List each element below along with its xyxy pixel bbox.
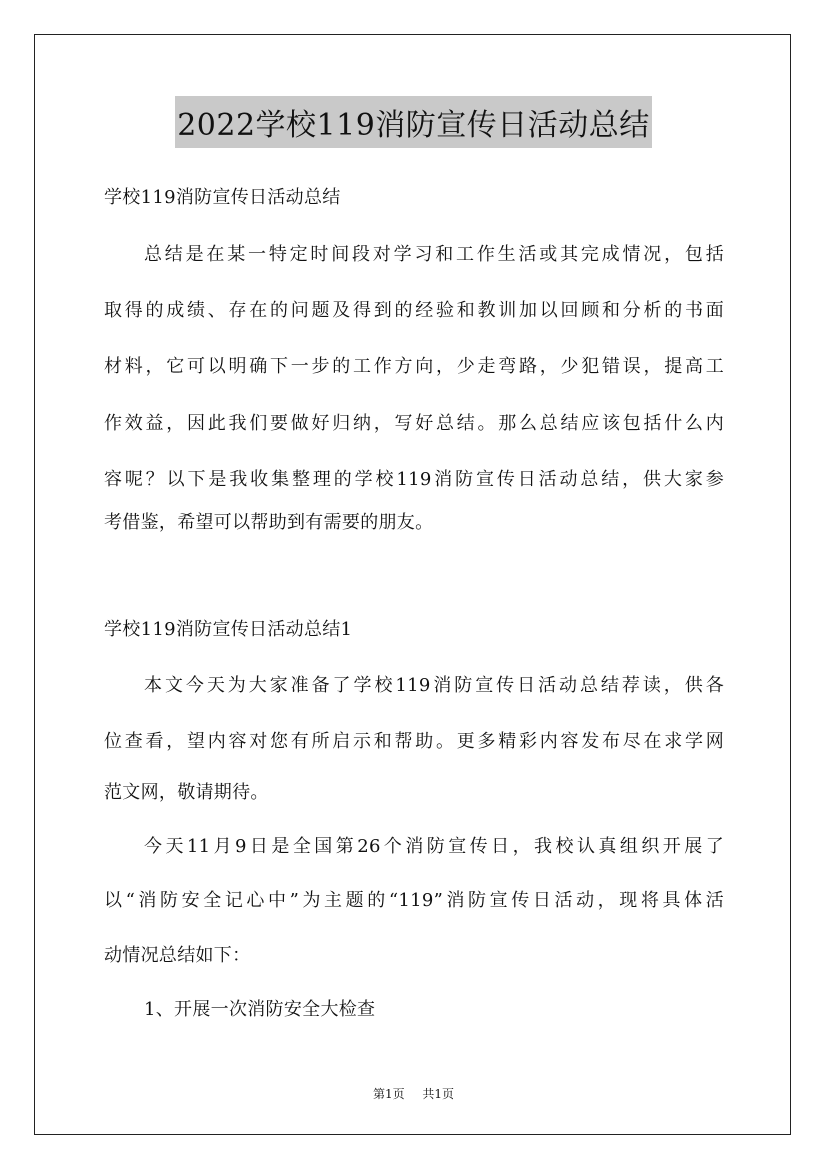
page-footer [0,1085,827,1102]
intro-line: 考借鉴，希望可以帮助到有需要的朋友。 [104,512,434,533]
section-heading: 学校119消防宣传日活动总结1 [104,619,353,640]
paragraph-line: 位查看，望内容对您有所启示和帮助。更多精彩内容发布尽在求学网 [104,731,724,752]
paragraph-line: 范文网，敬请期待。 [104,782,269,803]
document-title: 2022学校119消防宣传日活动总结 [175,96,652,148]
page-total: 共1页 [422,1087,454,1101]
intro-line: 作效益，因此我们要做好归纳，写好总结。那么总结应该包括什么内 [104,413,724,434]
paragraph-line: 动情况总结如下： [104,945,251,966]
document-subtitle: 学校119消防宣传日活动总结 [104,187,341,208]
page-number: 第1页 [373,1087,405,1101]
intro-line: 容呢？以下是我收集整理的学校119消防宣传日活动总结，供大家参 [104,469,724,490]
intro-line: 总结是在某一特定时间段对学习和工作生活或其完成情况，包括 [144,244,724,265]
title-container [0,96,827,148]
intro-line: 材料，它可以明确下一步的工作方向，少走弯路，少犯错误，提高工 [104,356,724,377]
paragraph-line: 本文今天为大家准备了学校119消防宣传日活动总结荐读，供各 [144,675,724,696]
list-item: 1、开展一次消防安全大检查 [144,999,376,1020]
intro-line: 取得的成绩、存在的问题及得到的经验和教训加以回顾和分析的书面 [104,300,724,321]
paragraph-line: 以“消防安全记心中”为主题的“119”消防宣传日活动，现将具体活 [104,890,724,911]
paragraph-line: 今天11月9日是全国第26个消防宣传日，我校认真组织开展了 [144,836,724,857]
